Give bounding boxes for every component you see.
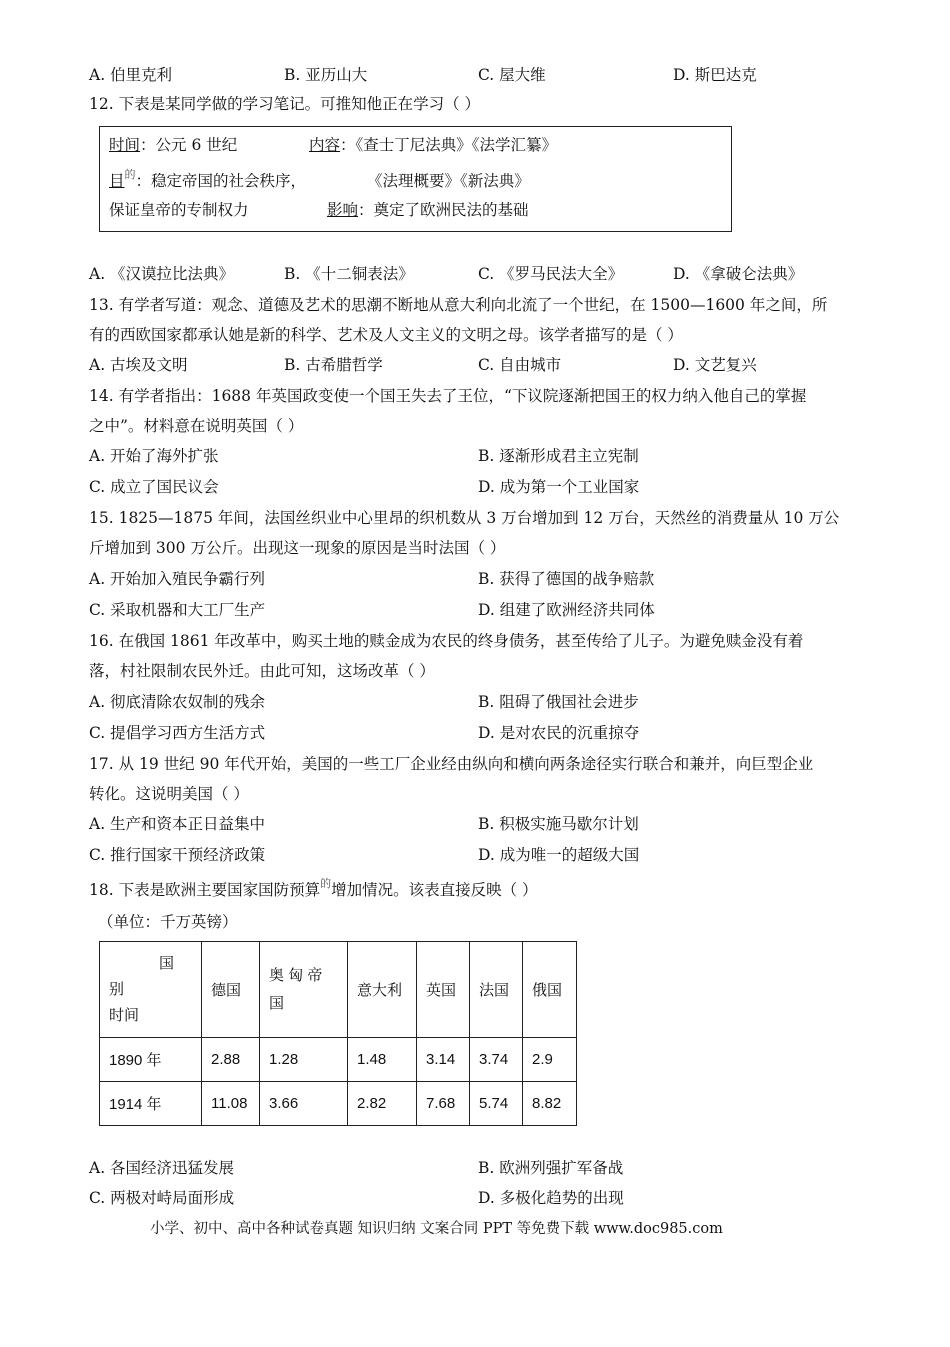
q13-option-a: A. 古埃及文明 bbox=[89, 356, 188, 374]
note-time bbox=[109, 135, 237, 155]
q16-option-d: D. 是对农民的沉重掠夺 bbox=[478, 724, 640, 742]
row-year: 1914 年 bbox=[100, 1082, 202, 1126]
note-purpose-value: ：稳定帝国的社会秩序， bbox=[135, 172, 307, 190]
col-britain: 英国 bbox=[417, 942, 470, 1038]
q16-stem-line1: 16. 在俄国 1861 年改革中，购买土地的赎金成为农民的终身债务，甚至传给了儿子。为避免赎金没有着 bbox=[89, 632, 804, 650]
table-cell: 3.74 bbox=[470, 1038, 523, 1082]
table-row bbox=[100, 1082, 577, 1126]
q14-option-c: C. 成立了国民议会 bbox=[89, 478, 219, 496]
note-impact-value: ：奠定了欧洲民法的基础 bbox=[358, 201, 529, 219]
q11-option-b: B. 亚历山大 bbox=[284, 66, 368, 84]
row-year: 1890 年 bbox=[100, 1038, 202, 1082]
q17-stem-line2: 转化。这说明美国（ ） bbox=[89, 785, 249, 803]
q18-option-c: C. 两极对峙局面形成 bbox=[89, 1189, 235, 1207]
q16-option-a: A. 彻底清除农奴制的残余 bbox=[89, 693, 266, 711]
table-cell: 2.82 bbox=[348, 1082, 417, 1126]
q13-stem-line2: 有的西欧国家都承认她是新的科学、艺术及人文主义的文明之母。该学者描写的是（ ） bbox=[89, 326, 683, 344]
note-content-label: 内容 bbox=[309, 136, 341, 154]
q14-stem-line2: 之中”。材料意在说明英国（ ） bbox=[89, 417, 304, 435]
col-austria-hungary bbox=[260, 942, 348, 1038]
q18-option-b: B. 欧洲列强扩军备战 bbox=[478, 1159, 624, 1177]
q17-option-b: B. 积极实施马歇尔计划 bbox=[478, 815, 639, 833]
table-cell: 2.9 bbox=[523, 1038, 577, 1082]
table-cell: 3.14 bbox=[417, 1038, 470, 1082]
col-austria-hungary-line1: 奥 匈 帝 bbox=[269, 966, 323, 984]
q18-unit: （单位：千万英镑） bbox=[98, 913, 238, 931]
table-header-row bbox=[100, 942, 577, 1038]
q14-stem-line1: 14. 有学者指出：1688 年英国政变使一个国王失去了王位，“下议院逐渐把国王的权力纳入他自己的掌握 bbox=[89, 387, 807, 405]
note-content bbox=[309, 135, 557, 155]
q14-option-d: D. 成为第一个工业国家 bbox=[478, 478, 640, 496]
q17-stem-line1: 17. 从 19 世纪 90 年代开始，美国的一些工厂企业经由纵向和横向两条途径实行联合和兼并，向巨型企业 bbox=[89, 755, 814, 773]
q14-option-b: B. 逐渐形成君主立宪制 bbox=[478, 447, 639, 465]
q13-option-c: C. 自由城市 bbox=[478, 356, 562, 374]
table-row bbox=[100, 1038, 577, 1082]
table-cell: 8.82 bbox=[523, 1082, 577, 1126]
note-impact-label: 影响 bbox=[327, 201, 359, 219]
q11-option-a: A. 伯里克利 bbox=[89, 66, 173, 84]
note-time-label: 时间 bbox=[109, 136, 141, 154]
q12-option-b: B. 《十二铜表法》 bbox=[284, 265, 414, 283]
note-impact bbox=[327, 200, 529, 220]
q11-option-c: C. 屋大维 bbox=[478, 66, 546, 84]
table-cell: 2.88 bbox=[202, 1038, 260, 1082]
corner-country-2: 别 bbox=[109, 980, 125, 998]
q18-stem-sup: 的 bbox=[320, 877, 332, 890]
q15-option-b: B. 获得了德国的战争赔款 bbox=[478, 570, 655, 588]
q18-stem-a: 18. 下表是欧洲主要国家国防预算 bbox=[89, 881, 321, 899]
note-purpose-2: 保证皇帝的专制权力 bbox=[109, 201, 249, 219]
q15-stem-line1: 15. 1825—1875 年间，法国丝织业中心里昂的织机数从 3 万台增加到 12 万台，天然丝的消费量从 10 万公 bbox=[89, 509, 840, 527]
note-time-value: ：公元 6 世纪 bbox=[140, 136, 238, 154]
note-purpose bbox=[109, 168, 307, 193]
q13-stem-line1: 13. 有学者写道：观念、道德及艺术的思潮不断地从意大利向北流了一个世纪，在 1500—1600 年之间，所 bbox=[89, 296, 828, 314]
note-content-value: ：《查士丁尼法典》《法学汇纂》 bbox=[340, 136, 558, 154]
q16-stem-line2: 落，村社限制农民外迁。由此可知，这场改革（ ） bbox=[89, 662, 435, 680]
table-corner-cell bbox=[100, 942, 202, 1038]
q12-option-c: C. 《罗马民法大全》 bbox=[478, 265, 624, 283]
q17-option-d: D. 成为唯一的超级大国 bbox=[478, 846, 640, 864]
q14-option-a: A. 开始了海外扩张 bbox=[89, 447, 219, 465]
q16-option-c: C. 提倡学习西方生活方式 bbox=[89, 724, 266, 742]
q13-option-d: D. 文艺复兴 bbox=[673, 356, 757, 374]
q11-option-d: D. 斯巴达克 bbox=[673, 66, 757, 84]
table-cell: 1.28 bbox=[260, 1038, 348, 1082]
q18-stem bbox=[89, 877, 538, 902]
table-cell: 5.74 bbox=[470, 1082, 523, 1126]
col-austria-hungary-line2: 国 bbox=[269, 994, 285, 1012]
q15-option-d: D. 组建了欧洲经济共同体 bbox=[478, 601, 655, 619]
corner-country-1: 国 bbox=[159, 954, 175, 972]
note-purpose-sup: 的 bbox=[124, 168, 136, 181]
page-footer: 小学、初中、高中各种试卷真题 知识归纳 文案合同 PPT 等免费下载 www.doc985.com bbox=[150, 1221, 723, 1237]
col-france: 法国 bbox=[470, 942, 523, 1038]
q13-option-b: B. 古希腊哲学 bbox=[284, 356, 383, 374]
table-cell: 3.66 bbox=[260, 1082, 348, 1126]
study-note-box bbox=[99, 126, 732, 232]
q15-stem-line2: 斤增加到 300 万公斤。出现这一现象的原因是当时法国（ ） bbox=[89, 539, 506, 557]
q18-option-d: D. 多极化趋势的出现 bbox=[478, 1189, 624, 1207]
q17-option-a: A. 生产和资本正日益集中 bbox=[89, 815, 266, 833]
q12-option-a: A. 《汉谟拉比法典》 bbox=[89, 265, 235, 283]
table-cell: 7.68 bbox=[417, 1082, 470, 1126]
q12-option-d: D. 《拿破仑法典》 bbox=[673, 265, 804, 283]
q18-option-a: A. 各国经济迅猛发展 bbox=[89, 1159, 235, 1177]
corner-time: 时间 bbox=[109, 1006, 140, 1024]
q15-option-c: C. 采取机器和大工厂生产 bbox=[89, 601, 266, 619]
q17-option-c: C. 推行国家干预经济政策 bbox=[89, 846, 266, 864]
col-russia: 俄国 bbox=[523, 942, 577, 1038]
note-content-2: 《法理概要》《新法典》 bbox=[367, 172, 530, 190]
table-cell: 1.48 bbox=[348, 1038, 417, 1082]
defense-budget-table bbox=[99, 941, 577, 1126]
q12-stem: 12. 下表是某同学做的学习笔记。可推知他正在学习（ ） bbox=[89, 95, 481, 113]
note-purpose-label: 目 bbox=[109, 172, 125, 190]
col-germany: 德国 bbox=[202, 942, 260, 1038]
table-cell: 11.08 bbox=[202, 1082, 260, 1126]
q15-option-a: A. 开始加入殖民争霸行列 bbox=[89, 570, 266, 588]
q18-stem-b: 增加情况。该表直接反映（ ） bbox=[331, 881, 538, 899]
q16-option-b: B. 阻碍了俄国社会进步 bbox=[478, 693, 639, 711]
col-italy: 意大利 bbox=[348, 942, 417, 1038]
